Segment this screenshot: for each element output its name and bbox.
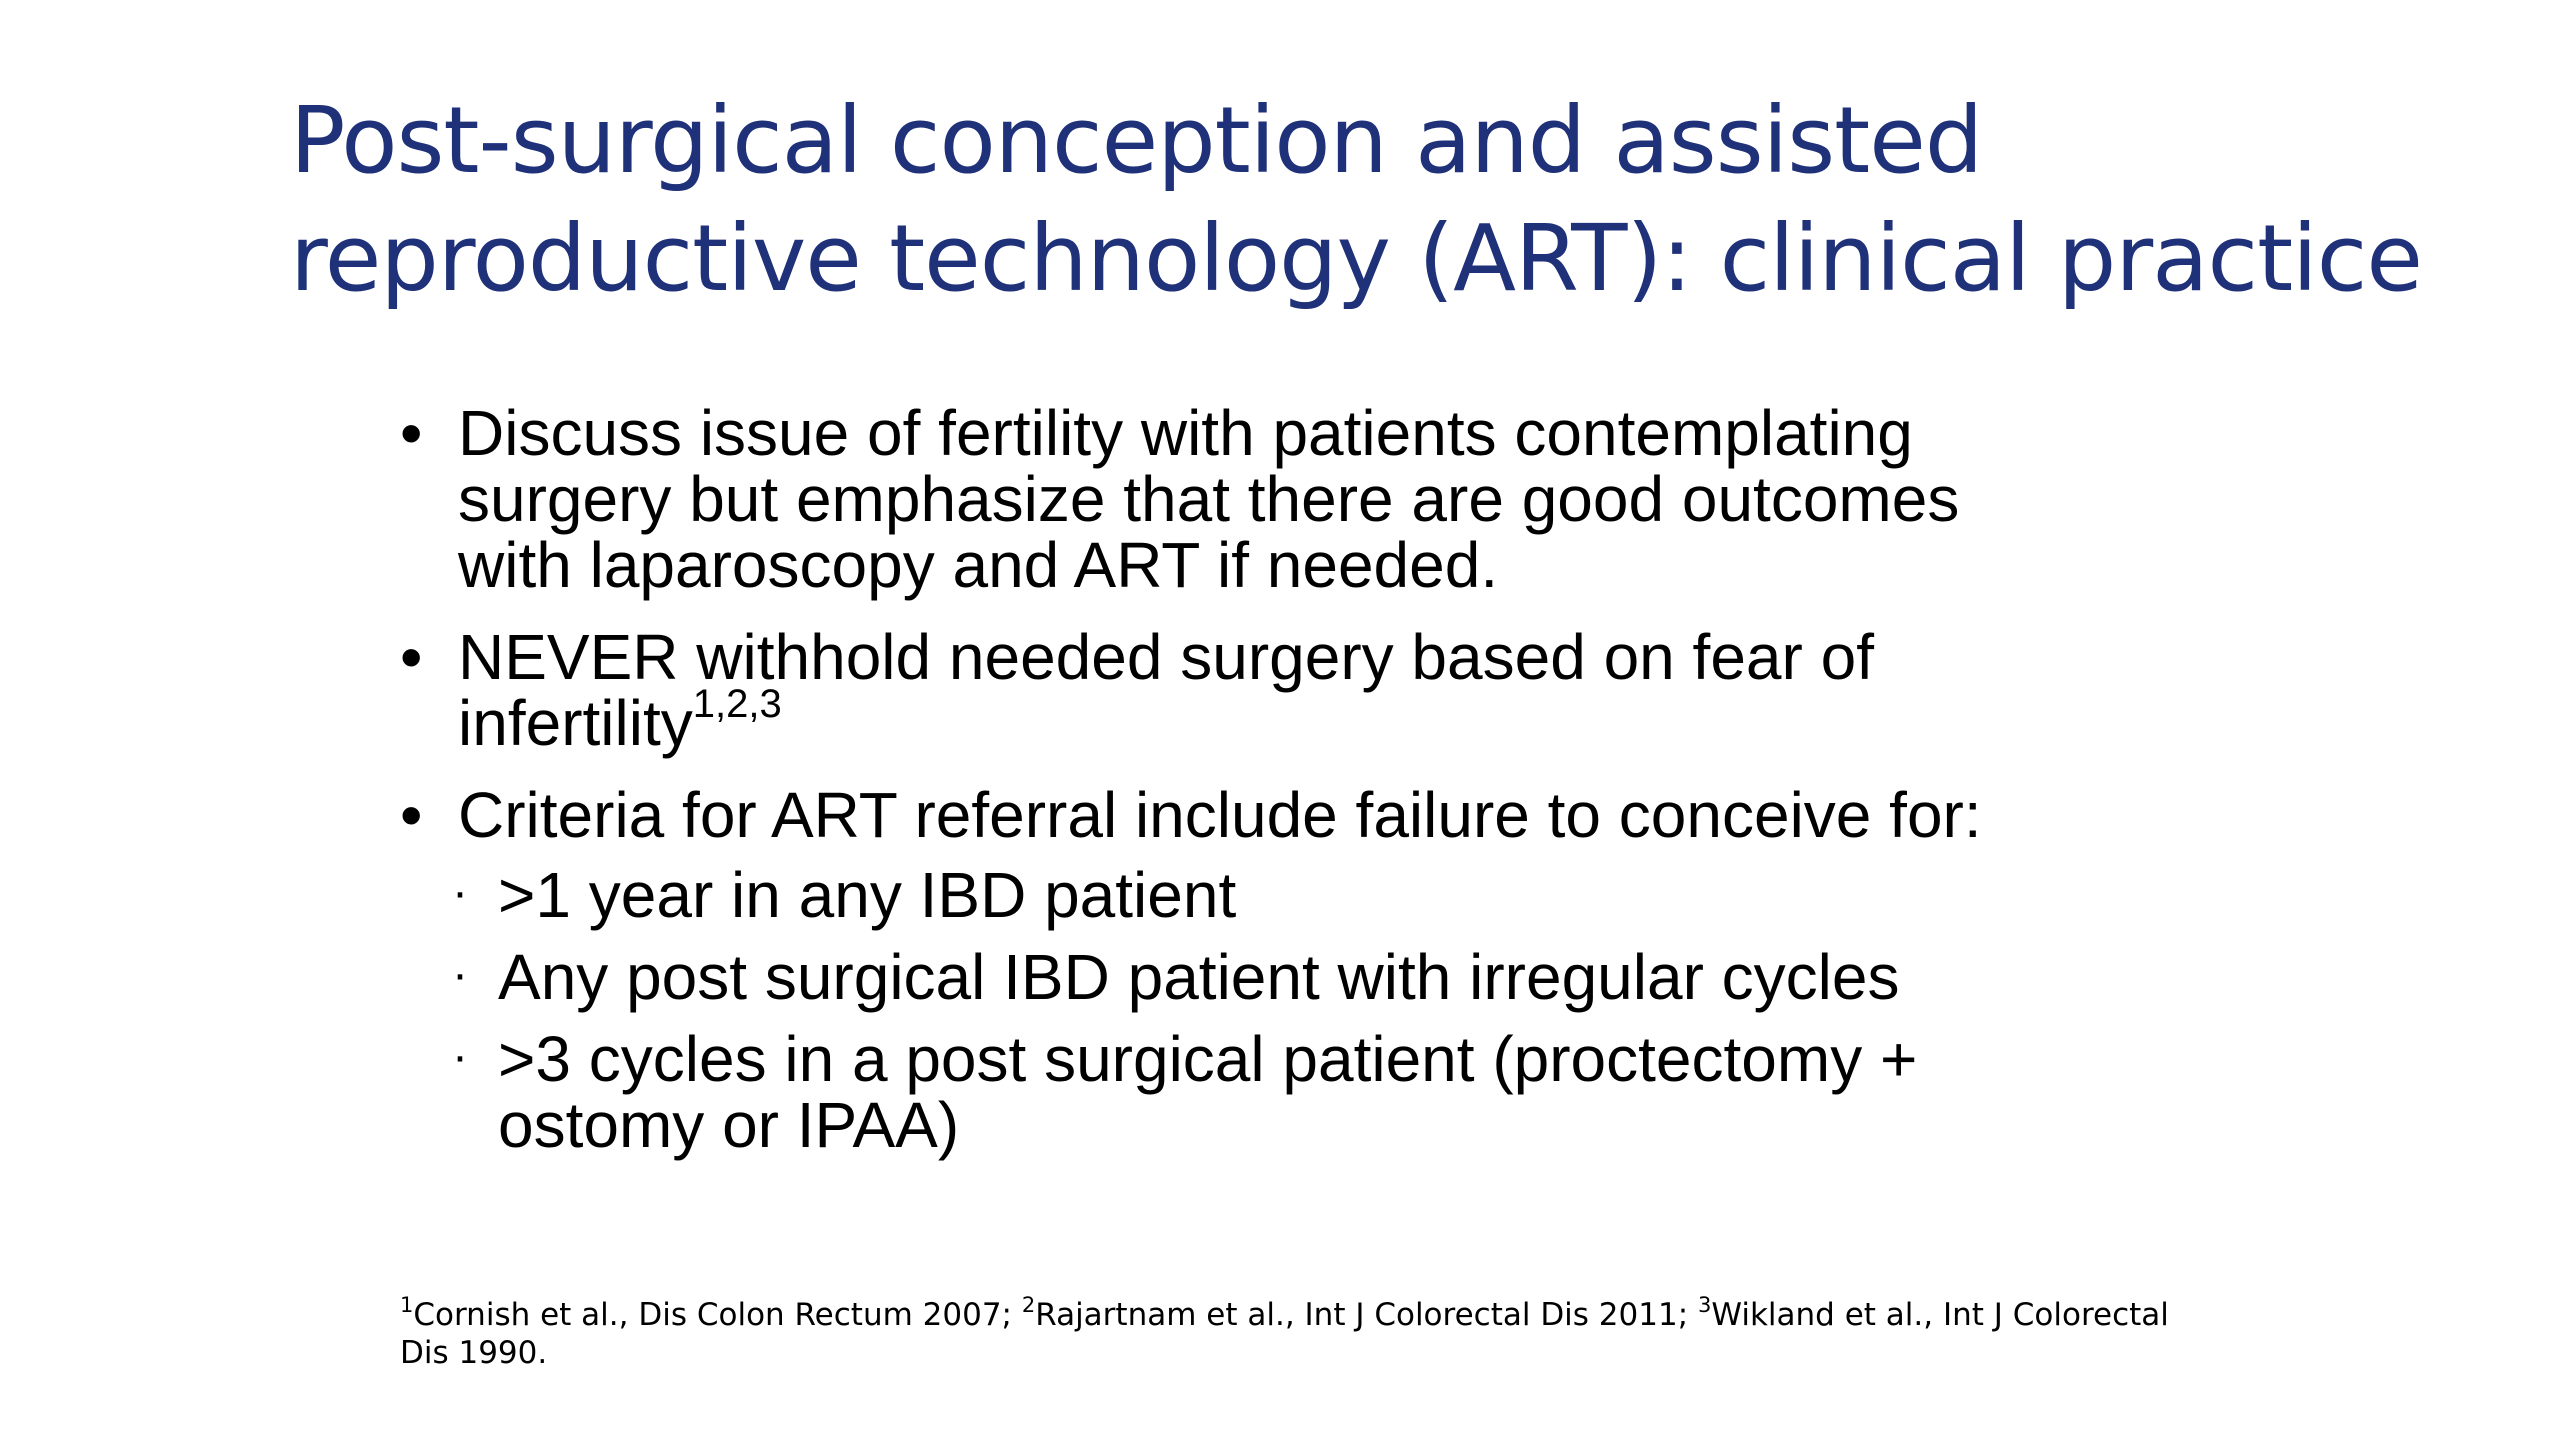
- subbullet-line: >3 cycles in a post surgical patient (proctectomy +: [498, 1023, 1918, 1095]
- bullet-text: [458, 779, 2300, 851]
- bullet-line: with laparoscopy and ART if needed.: [458, 529, 1499, 601]
- bullet-line: Discuss issue of fertility with patients contemplating: [458, 397, 1913, 469]
- bullet-text: [458, 621, 2300, 759]
- subbullet-list: [452, 859, 2300, 1161]
- bullet-item-art-criteria: [400, 779, 2300, 1161]
- subbullet-line: Any post surgical IBD patient with irregular cycles: [498, 941, 1900, 1013]
- bullet-text: [458, 397, 2300, 601]
- bullet-item-never-withhold: [400, 621, 2300, 759]
- footnote-ref-number: 1: [400, 1292, 414, 1317]
- bullet-icon: •: [400, 397, 423, 469]
- bullet-item-fertility-discussion: [400, 397, 2300, 601]
- subbullet-icon: ·: [452, 866, 468, 919]
- bullet-line: surgery but emphasize that there are good outcomes: [458, 463, 1960, 535]
- subbullet-line: >1 year in any IBD patient: [498, 859, 1237, 931]
- slide-title-line-2: reproductive technology (ART): clinical practice: [290, 205, 2422, 312]
- footnote-line: [400, 1292, 2300, 1334]
- slide-title-line-1: Post-surgical conception and assisted: [290, 87, 1983, 194]
- slide-title: [290, 82, 2440, 318]
- subbullet-icon: ·: [452, 948, 468, 1001]
- footnote-ref-number: 3: [1698, 1292, 1712, 1317]
- subbullet-item: [400, 1023, 2300, 1161]
- subbullet-item: [400, 859, 2300, 931]
- reference-superscript: 1,2,3: [692, 681, 782, 726]
- subbullet-icon: ·: [452, 1030, 468, 1083]
- bullet-line: NEVER withhold needed surgery based on fear of: [458, 621, 1874, 693]
- subbullet-line: ostomy or IPAA): [498, 1089, 960, 1161]
- subbullet-item: [400, 941, 2300, 1013]
- bullet-line: [458, 681, 2300, 759]
- footnote-ref-text: Wikland et al., Int J Colorectal: [1711, 1297, 2169, 1333]
- footnote-ref-text: Rajartnam et al., Int J Colorectal Dis 2011;: [1035, 1297, 1698, 1333]
- bullet-line-text: infertility: [458, 687, 693, 759]
- bullet-line: Criteria for ART referral include failure to conceive for:: [458, 779, 1982, 851]
- footnote-references: [400, 1292, 2300, 1372]
- footnote-ref-text: Cornish et al., Dis Colon Rectum 2007;: [413, 1297, 1022, 1333]
- bullet-icon: •: [400, 779, 423, 851]
- bullet-list: [400, 397, 2300, 1161]
- footnote-ref-number: 2: [1021, 1292, 1036, 1317]
- footnote-line: Dis 1990.: [400, 1335, 548, 1371]
- bullet-icon: •: [400, 621, 423, 693]
